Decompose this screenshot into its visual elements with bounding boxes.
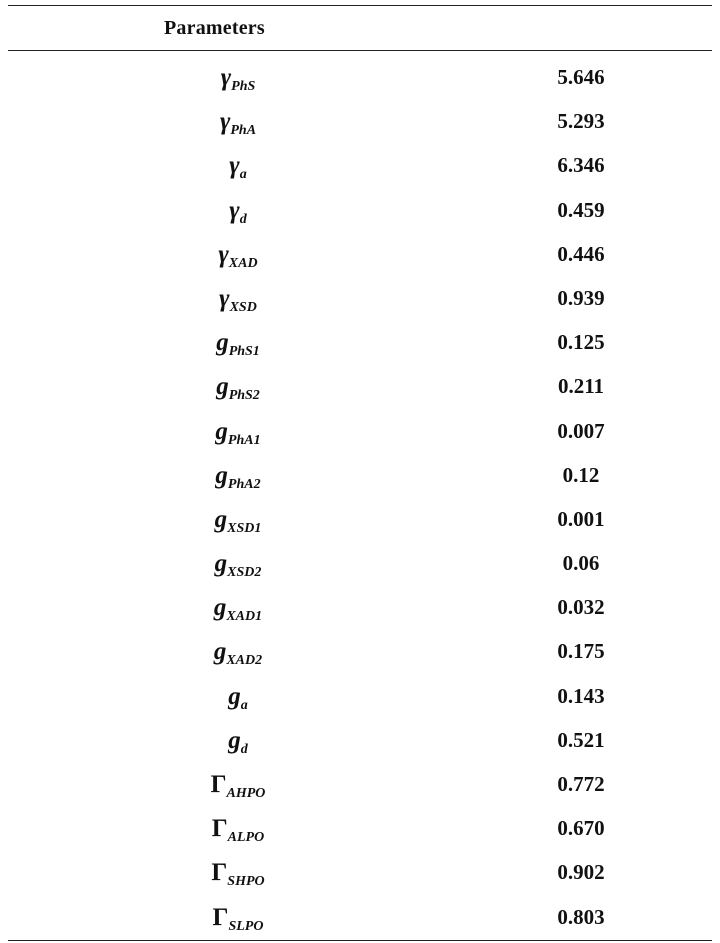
parameter-cell <box>8 418 468 450</box>
parameter-symbol: g <box>215 417 228 445</box>
parameter-subscript: XSD2 <box>227 565 262 581</box>
value-cell: 5.293 <box>557 109 605 134</box>
parameter-symbol: g <box>213 594 227 622</box>
parameter-symbol: γ <box>229 152 240 180</box>
value-cell: 0.803 <box>557 904 605 929</box>
parameter-subscript: SHPO <box>227 874 265 890</box>
parameter-cell <box>8 197 468 229</box>
parameter-cell <box>8 462 468 494</box>
value-cell: 0.211 <box>557 374 605 399</box>
column-header-parameters: Parameters <box>164 17 265 39</box>
table-header-rule <box>8 50 712 51</box>
value-cell: 6.346 <box>557 153 605 178</box>
table-row <box>8 408 712 452</box>
parameter-cell <box>8 373 468 405</box>
parameter-symbol: Γ <box>210 771 227 798</box>
table-row <box>8 142 712 186</box>
parameter-cell <box>8 285 468 317</box>
parameter-cell <box>8 594 468 626</box>
parameter-cell <box>8 241 468 273</box>
parameter-subscript: ALPO <box>227 830 265 846</box>
parameter-cell <box>8 64 468 96</box>
table-row <box>8 717 712 761</box>
table-row <box>8 805 712 849</box>
table-row <box>8 761 712 805</box>
parameter-cell <box>8 904 468 936</box>
table-row <box>8 628 712 672</box>
value-cell: 0.001 <box>557 506 605 531</box>
parameter-symbol: γ <box>219 108 231 136</box>
parameter-cell <box>8 638 468 670</box>
table-body <box>8 54 712 938</box>
table-bottom-rule <box>8 940 712 941</box>
table-row <box>8 363 712 407</box>
parameter-symbol: Γ <box>211 859 228 887</box>
table-row <box>8 849 712 893</box>
value-cell: 0.007 <box>557 418 605 443</box>
parameter-symbol: g <box>216 373 229 401</box>
parameter-symbol: g <box>215 461 228 489</box>
parameter-subscript: d <box>240 741 248 757</box>
value-cell: 0.446 <box>557 241 605 266</box>
parameter-subscript: PhS <box>231 79 256 94</box>
parameter-subscript: SLPO <box>228 918 264 934</box>
parameter-subscript: d <box>239 211 247 227</box>
parameter-cell <box>8 506 468 538</box>
parameter-symbol: g <box>228 726 241 754</box>
table-header <box>8 5 712 51</box>
parameter-symbol: g <box>214 505 228 533</box>
parameter-subscript: a <box>240 697 248 713</box>
value-cell: 0.06 <box>562 551 600 576</box>
parameter-symbol: γ <box>218 240 229 268</box>
parameter-cell <box>8 815 468 847</box>
value-cell: 0.175 <box>557 639 605 664</box>
parameter-cell <box>8 771 468 803</box>
parameter-cell <box>8 329 468 361</box>
table-row <box>8 231 712 275</box>
table-row <box>8 98 712 142</box>
value-cell: 5.646 <box>557 65 605 89</box>
value-cell: 0.12 <box>562 462 600 487</box>
parameter-subscript: PhA <box>230 123 257 139</box>
value-cell: 0.125 <box>557 330 605 355</box>
value-cell: 0.902 <box>557 860 605 885</box>
parameter-subscript: AHPO <box>226 786 266 801</box>
parameter-symbol: g <box>216 329 229 357</box>
parameter-subscript: XAD1 <box>226 609 263 625</box>
value-cell: 0.670 <box>557 816 605 841</box>
parameter-symbol: g <box>213 638 227 666</box>
parameter-cell <box>8 108 468 140</box>
parameter-symbol: γ <box>229 196 240 224</box>
table-row <box>8 673 712 717</box>
parameter-cell <box>8 152 468 184</box>
table-row <box>8 584 712 628</box>
parameter-symbol: γ <box>220 64 232 91</box>
parameter-subscript: PhA2 <box>227 476 261 492</box>
value-cell: 0.032 <box>557 595 605 620</box>
parameter-symbol: Γ <box>211 815 228 843</box>
parameter-subscript: XSD <box>229 299 257 315</box>
parameter-cell <box>8 683 468 715</box>
table-row <box>8 54 712 98</box>
parameter-subscript: XSD1 <box>227 520 262 536</box>
value-cell: 0.459 <box>557 197 605 222</box>
table-row <box>8 496 712 540</box>
parameter-subscript: XAD <box>228 255 258 271</box>
parameter-subscript: XAD2 <box>226 653 263 669</box>
parameter-cell <box>8 727 468 759</box>
parameter-symbol: g <box>214 550 228 578</box>
parameter-symbol: Γ <box>212 903 229 931</box>
value-cell: 0.521 <box>557 727 605 752</box>
parameter-subscript: PhS2 <box>228 388 260 404</box>
value-cell: 0.143 <box>557 683 605 708</box>
parameter-subscript: a <box>239 167 247 183</box>
table-row <box>8 187 712 231</box>
table-row <box>8 894 712 938</box>
parameter-cell <box>8 550 468 582</box>
parameter-subscript: PhS1 <box>228 344 260 360</box>
table-row <box>8 540 712 584</box>
value-cell: 0.939 <box>557 285 605 310</box>
table-row <box>8 452 712 496</box>
parameter-subscript: PhA1 <box>227 432 261 448</box>
table-row <box>8 319 712 363</box>
parameter-cell <box>8 859 468 891</box>
table-row <box>8 275 712 319</box>
value-cell: 0.772 <box>557 772 605 796</box>
parameter-symbol: g <box>228 682 241 710</box>
parameter-symbol: γ <box>219 284 230 312</box>
